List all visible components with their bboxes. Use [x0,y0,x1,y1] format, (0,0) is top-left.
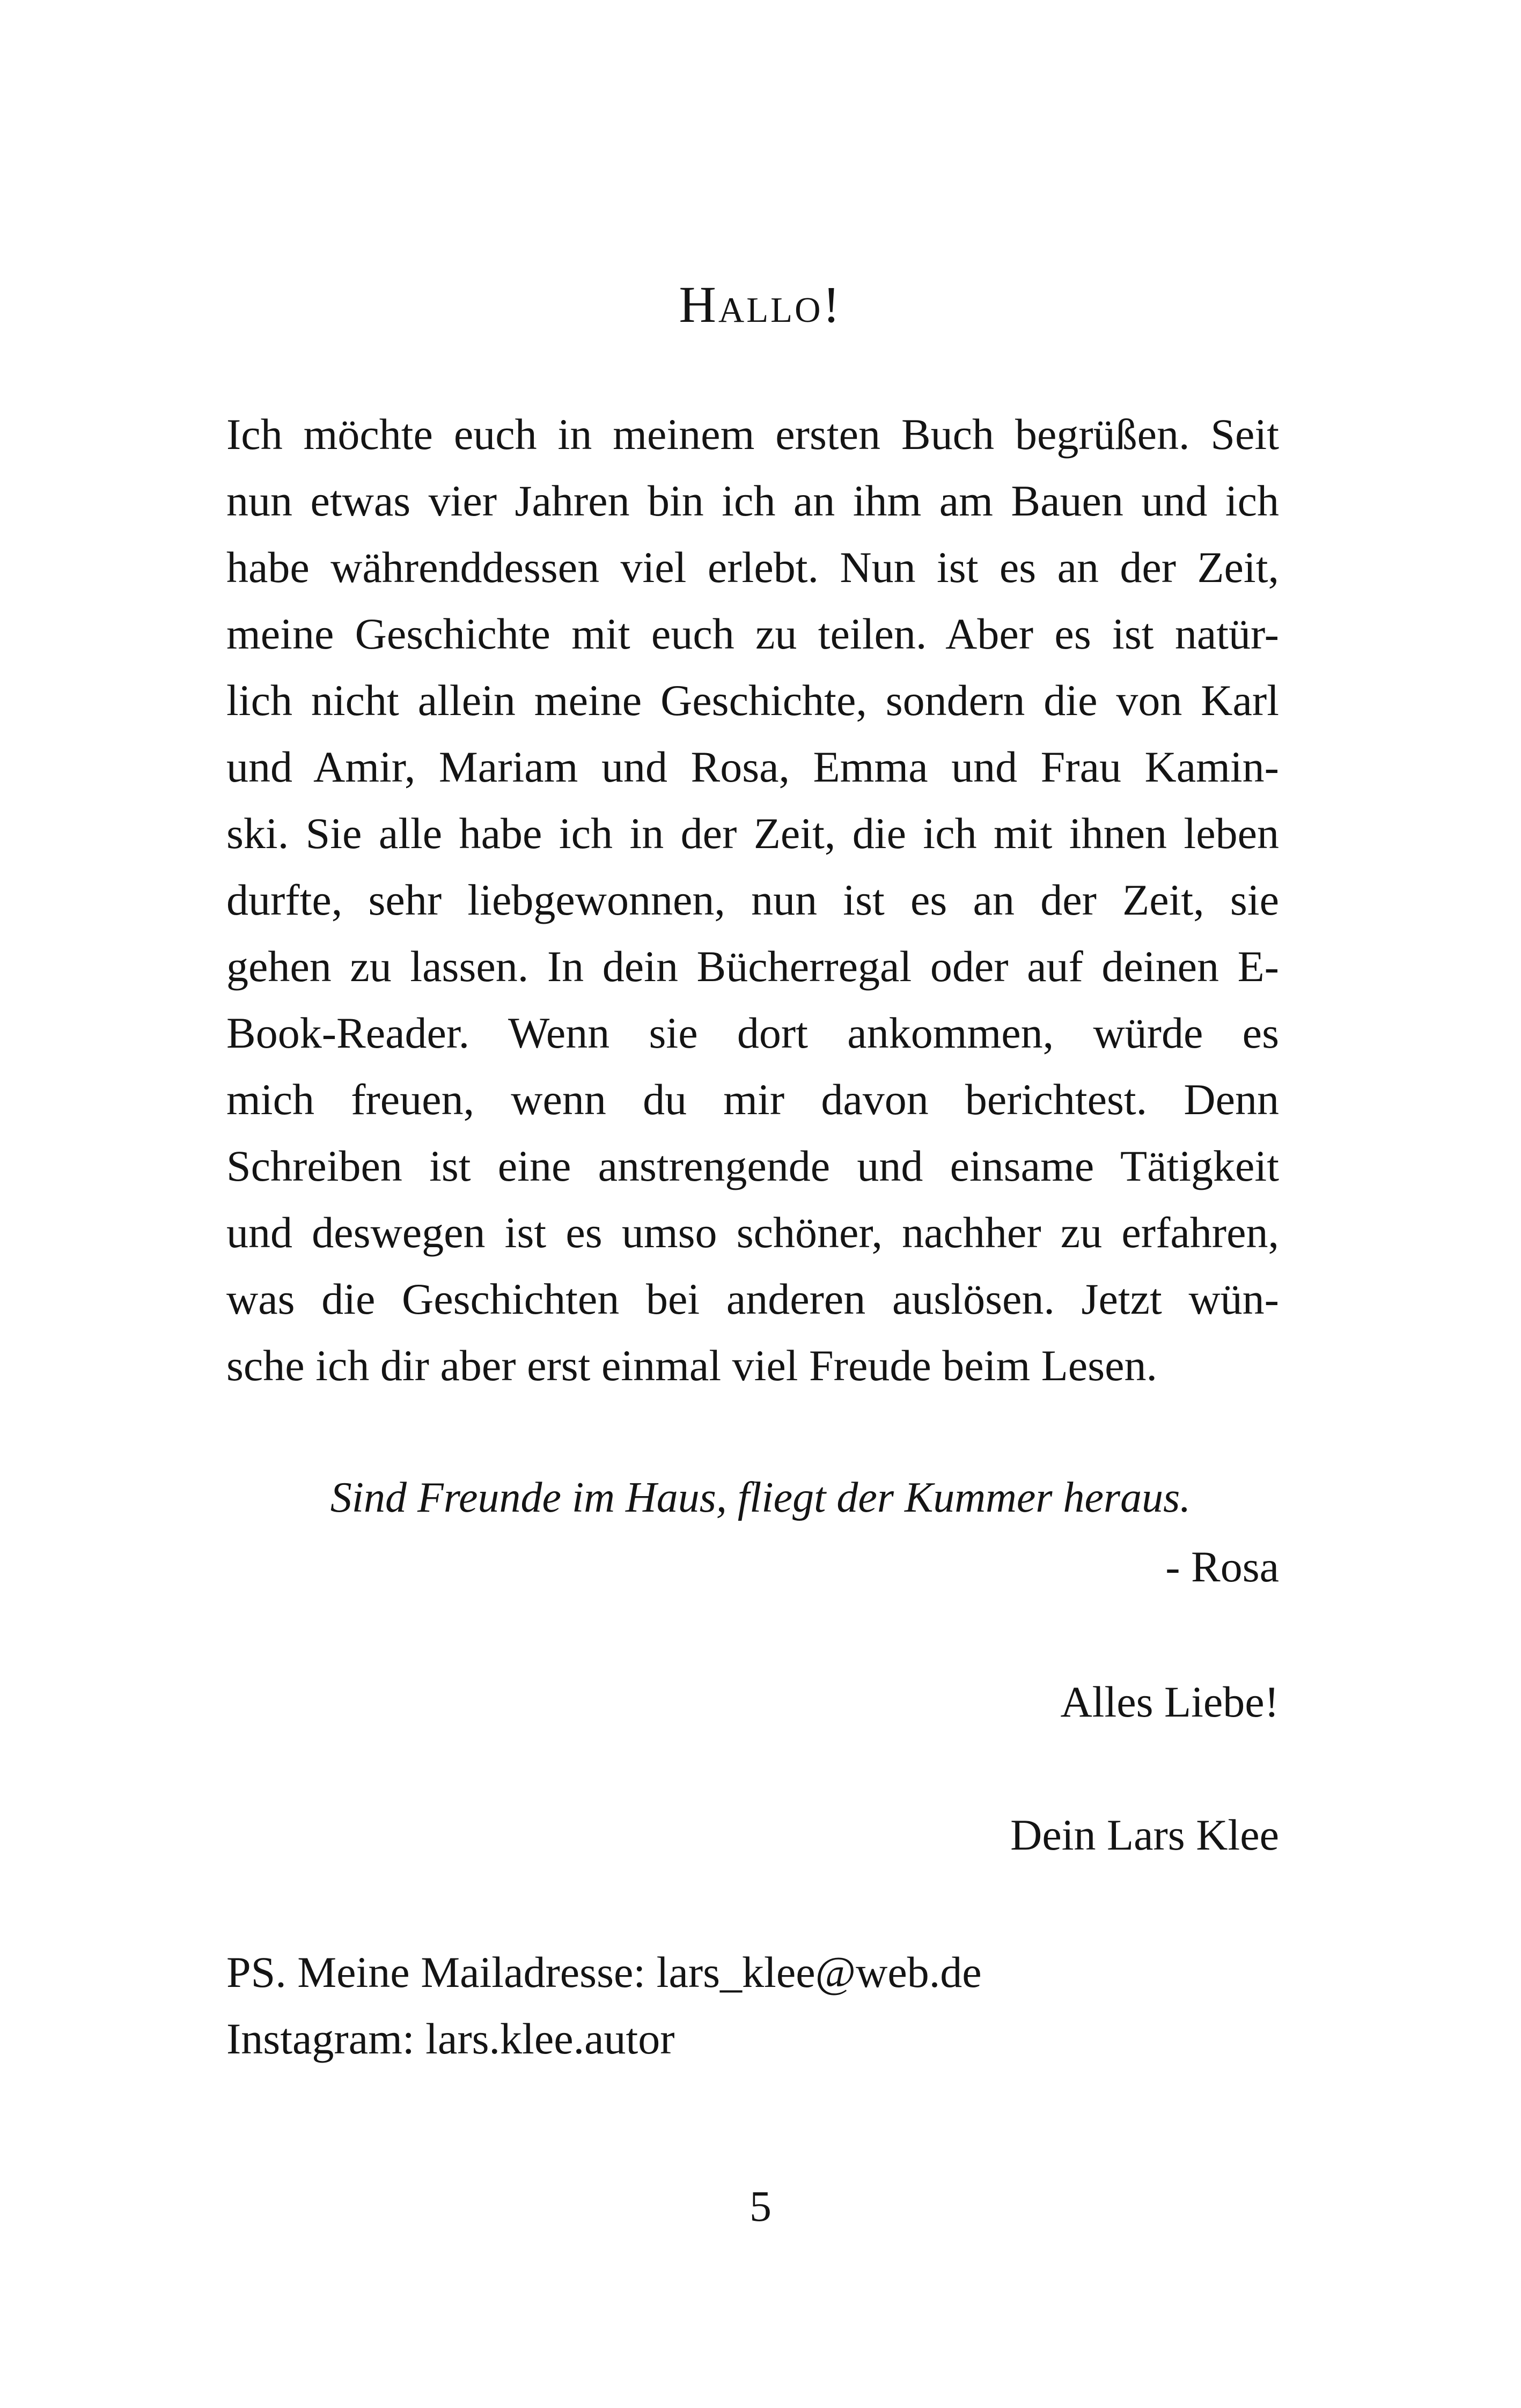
postscript-instagram: Instagram: lars.klee.autor [226,2014,675,2063]
body-line: und deswegen ist es umso schöner, nachher zu erfahren, [226,1208,1279,1257]
page-number: 5 [750,2182,771,2230]
body-line: mich freuen, wenn du mir davon berichtest. Denn [226,1075,1279,1124]
body-line: sche ich dir aber erst einmal viel Freude beim Lesen. [226,1341,1158,1390]
closing-greeting: Alles Liebe! [1060,1677,1279,1726]
body-line: Book-Reader. Wenn sie dort ankommen, würde es [226,1008,1279,1057]
quote-author: - Rosa [1165,1542,1279,1591]
postscript-email: PS. Meine Mailadresse: lars_klee@web.de [226,1948,982,1997]
quote-text: Sind Freunde im Haus, fliegt der Kummer heraus. [330,1474,1191,1521]
body-line: und Amir, Mariam und Rosa, Emma und Frau Kamin- [226,742,1279,791]
page-title: Hallo! [679,276,842,333]
body-line: Ich möchte euch in meinem ersten Buch begrüßen. Seit [226,410,1279,459]
body-line: meine Geschichte mit euch zu teilen. Aber es ist natür- [226,609,1279,658]
body-line: lich nicht allein meine Geschichte, sondern die von Karl [226,676,1279,725]
body-text [226,401,1279,1399]
body-line: was die Geschichten bei anderen auslösen. Jetzt wün- [226,1275,1279,1323]
author-signature: Dein Lars Klee [1010,1810,1279,1859]
body-line: nun etwas vier Jahren bin ich an ihm am Bauen und ich [226,476,1279,525]
body-line: ski. Sie alle habe ich in der Zeit, die ich mit ihnen leben [226,809,1279,858]
body-line: durfte, sehr liebgewonnen, nun ist es an der Zeit, sie [226,875,1279,924]
body-line: habe währenddessen viel erlebt. Nun ist es an der Zeit, [226,543,1279,592]
body-line: gehen zu lassen. In dein Bücherregal oder auf deinen E- [226,942,1279,991]
body-line: Schreiben ist eine anstrengende und einsame Tätigkeit [226,1142,1279,1190]
